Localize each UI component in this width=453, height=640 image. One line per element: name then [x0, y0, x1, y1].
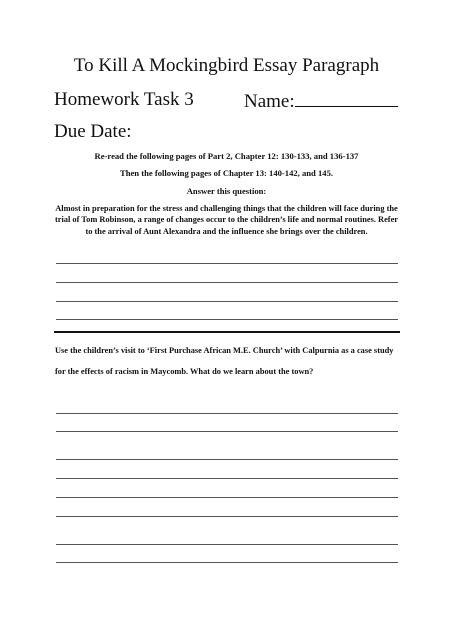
- answer-line: [56, 282, 398, 283]
- instruction-reread-chapter-12: Re-read the following pages of Part 2, Chapter 12: 130-133, and 136-137: [94, 151, 359, 161]
- section-divider: [54, 331, 400, 333]
- name-field: [244, 88, 398, 114]
- answer-line: [56, 263, 398, 264]
- due-date-label: Due Date:: [54, 121, 132, 142]
- answer-line: [56, 319, 398, 320]
- question-2-prompt: Use the children’s visit to ‘First Purchase African M.E. Church’ with Calpurnia as a case study for the effects of racism in Maycomb. What do we learn about the town?: [55, 346, 394, 376]
- answer-line: [56, 544, 398, 545]
- answer-line: [56, 459, 398, 460]
- homework-task-label: Homework Task 3: [54, 89, 194, 110]
- answer-line: [56, 431, 398, 432]
- answer-line: [56, 497, 398, 498]
- answer-line: [56, 562, 398, 563]
- name-label: Name:: [244, 91, 295, 112]
- question-1-prompt: Almost in preparation for the stress and challenging things that the children will face during the trial of Tom Robinson, a range of changes occur to the children’s life and normal routines. Refer to the arrival of Aunt Alexandra and the influence she brings over the children.: [54, 204, 399, 236]
- instruction-answer-question: Answer this question:: [186, 186, 267, 196]
- name-blank-line: [295, 88, 398, 107]
- instruction-reread-chapter-13: Then the following pages of Chapter 13: 140-142, and 145.: [119, 168, 334, 178]
- answer-line: [56, 301, 398, 302]
- worksheet-title: To Kill A Mockingbird Essay Paragraph: [73, 55, 380, 76]
- answer-line: [56, 478, 398, 479]
- answer-line: [56, 516, 398, 517]
- answer-line: [56, 413, 398, 414]
